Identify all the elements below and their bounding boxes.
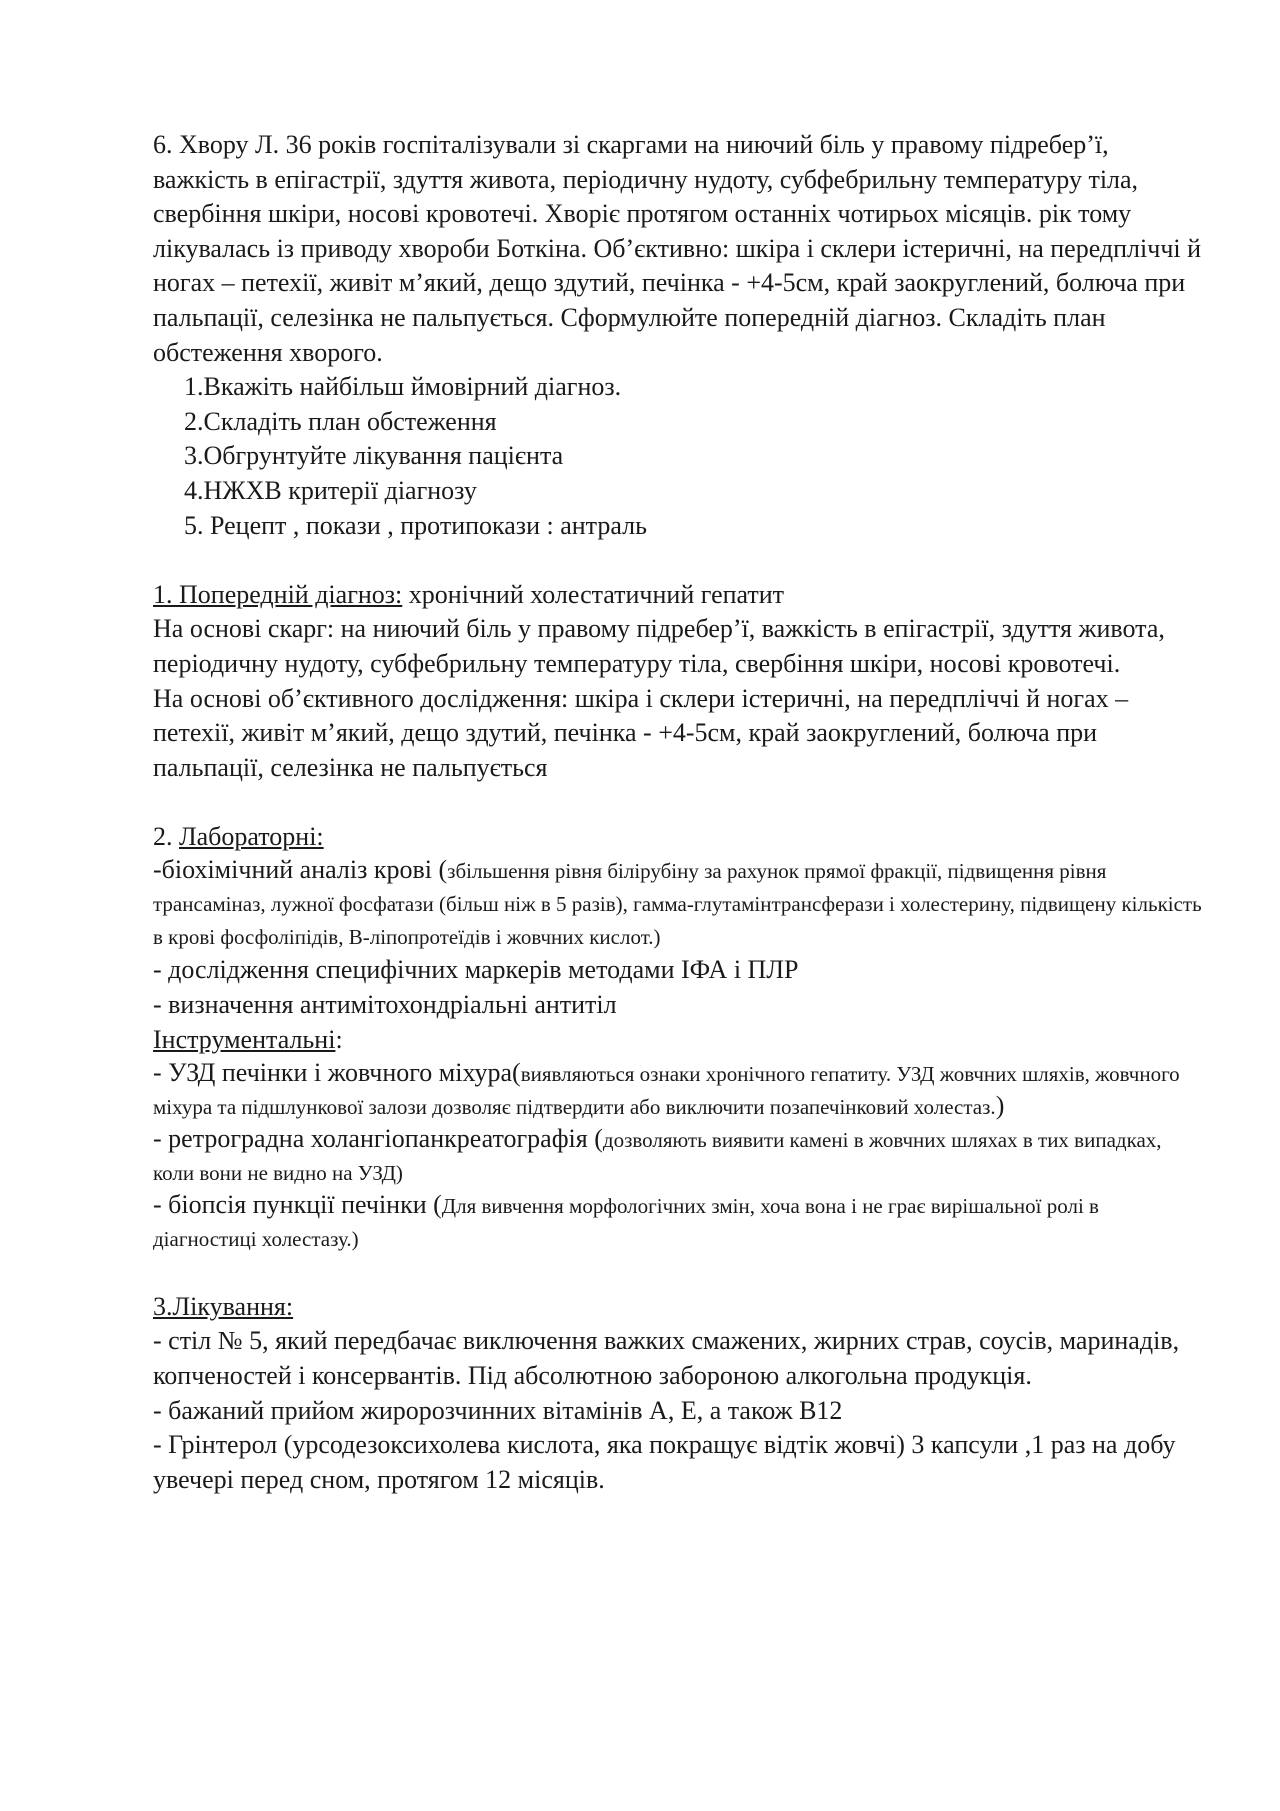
- lab-markers: - дослідження специфічних маркерів методами ІФА і ПЛР: [153, 955, 799, 985]
- uzd-detail: виявляються ознаки хронічного гепатиту. УЗД жовчних шляхів, жовчного міхура та підшлункової залози дозволяє підтвердити або виключити позапечінковий холестаз.: [153, 1062, 1180, 1120]
- lab-biochem-detail: збільшення рівня білірубіну за рахунок прямої фракції, підвищення рівня трансаміназ, лужної фосфатази (більш ніж в 5 разів), гамма-глутамінтрансферази і холестерину, підвищену кількість в крові фосфоліпідів, В-ліпопротеїдів і жовчних кислот.): [153, 859, 1202, 950]
- document-page: [153, 128, 1203, 1497]
- uzd-main: - УЗД печінки і жовчного міхура(: [153, 1058, 521, 1088]
- question-item: 1.Вкажіть найбільш ймовірний діагноз.: [184, 372, 622, 402]
- lab-heading: Лабораторні:: [179, 821, 324, 851]
- instrumental-retro: [153, 1123, 1203, 1189]
- treatment-vitamins: - бажаний прийом жиророзчинних вітамінів А, Е, а також В12: [153, 1395, 843, 1425]
- treatment-heading-line: [153, 1290, 1203, 1325]
- question-item: 3.Обгрунтуйте лікування пацієнта: [184, 441, 564, 471]
- question-item: 5. Рецепт , покази , протипокази : антраль: [184, 510, 647, 540]
- question-list: [153, 370, 1203, 543]
- spacer: [153, 785, 1203, 820]
- treatment-grinterol: - Грінтерол (урсодезоксихолева кислота, яка покращує відтік жовчі) 3 капсули ,1 раз на добу увечері перед сном, протягом 12 місяців.: [153, 1430, 1176, 1494]
- case-description: 6. Хвору Л. 36 років госпіталізували зі скаргами на ниючий біль у правому підребер’ї, важкість в епігастрії, здуття живота, періодичну нудоту, субфебрильну температуру тіла, свербіння шкіри, носові кровотечі. Хворіє протягом останніх чотирьох місяців. рік тому лікувалась із приводу хвороби Боткіна. Об’єктивно: шкіра і склери істеричні, на передпліччі й ногах – петехії, живіт м’який, дещо здутий, печінка - +4-5см, край заокруглений, болюча при пальпації, селезінка не пальпується. Сформулюйте попередній діагноз. Складіть план обстеження хворого.: [153, 130, 1202, 367]
- treatment-diet: - стіл № 5, який передбачає виключення важких смажених, жирних страв, соусів, маринадів, копченостей і консервантів. Під абсолютною забороною алкогольна продукція.: [153, 1326, 1180, 1391]
- instrumental-heading-line: [153, 1023, 1203, 1058]
- lab-heading-line: [153, 820, 1203, 855]
- diagnosis-value: хронічний холестатичний гепатит: [402, 579, 785, 609]
- lab-biochem-main: -біохімічний аналіз крові (: [153, 855, 448, 885]
- treatment-heading: 3.Лікування:: [153, 1291, 294, 1321]
- diagnosis-heading: 1. Попередній діагноз:: [153, 579, 403, 609]
- lab-antibodies: - визначення антимітохондріальні антитіл: [153, 990, 617, 1020]
- instrumental-heading: Інструментальні: [153, 1024, 336, 1054]
- spacer: [153, 1255, 1203, 1290]
- lab-prefix: 2.: [153, 821, 179, 851]
- spacer: [153, 543, 1203, 578]
- retro-main: - ретроградна холангіопанкреатографія (: [153, 1124, 603, 1154]
- instrumental-colon: :: [335, 1024, 343, 1054]
- biopsy-main: - біопсія пункції печінки (: [153, 1190, 442, 1220]
- question-item: 4.НЖХВ критерії діагнозу: [184, 475, 477, 505]
- retro-detail: дозволяють виявити камені в жовчних шляхах в тих випадках, коли вони не видно на УЗД): [153, 1128, 1162, 1186]
- diagnosis-line: [153, 578, 1203, 613]
- question-item: 2.Складіть план обстеження: [184, 406, 497, 436]
- diagnosis-objective: На основі об’єктивного дослідження: шкіра і склери істеричні, на передпліччі й ногах – петехії, живіт м’який, дещо здутий, печінка - +4-5см, край заокруглений, болюча при пальпації, селезінка не пальпується: [153, 683, 1129, 782]
- instrumental-biopsy: [153, 1189, 1203, 1255]
- biopsy-detail: Для вивчення морфологічних змін, хоча вона і не грає вирішальної ролі в діагностиці холестазу.): [153, 1194, 1099, 1252]
- uzd-close: ): [995, 1091, 1005, 1121]
- instrumental-uzd: [153, 1057, 1203, 1123]
- diagnosis-complaints: На основі скарг: на ниючий біль у правому підребер’ї, важкість в епігастрії, здуття живота, періодичну нудоту, субфебрильну температуру тіла, свербіння шкіри, носові кровотечі.: [153, 614, 1165, 678]
- lab-biochem: [153, 854, 1203, 953]
